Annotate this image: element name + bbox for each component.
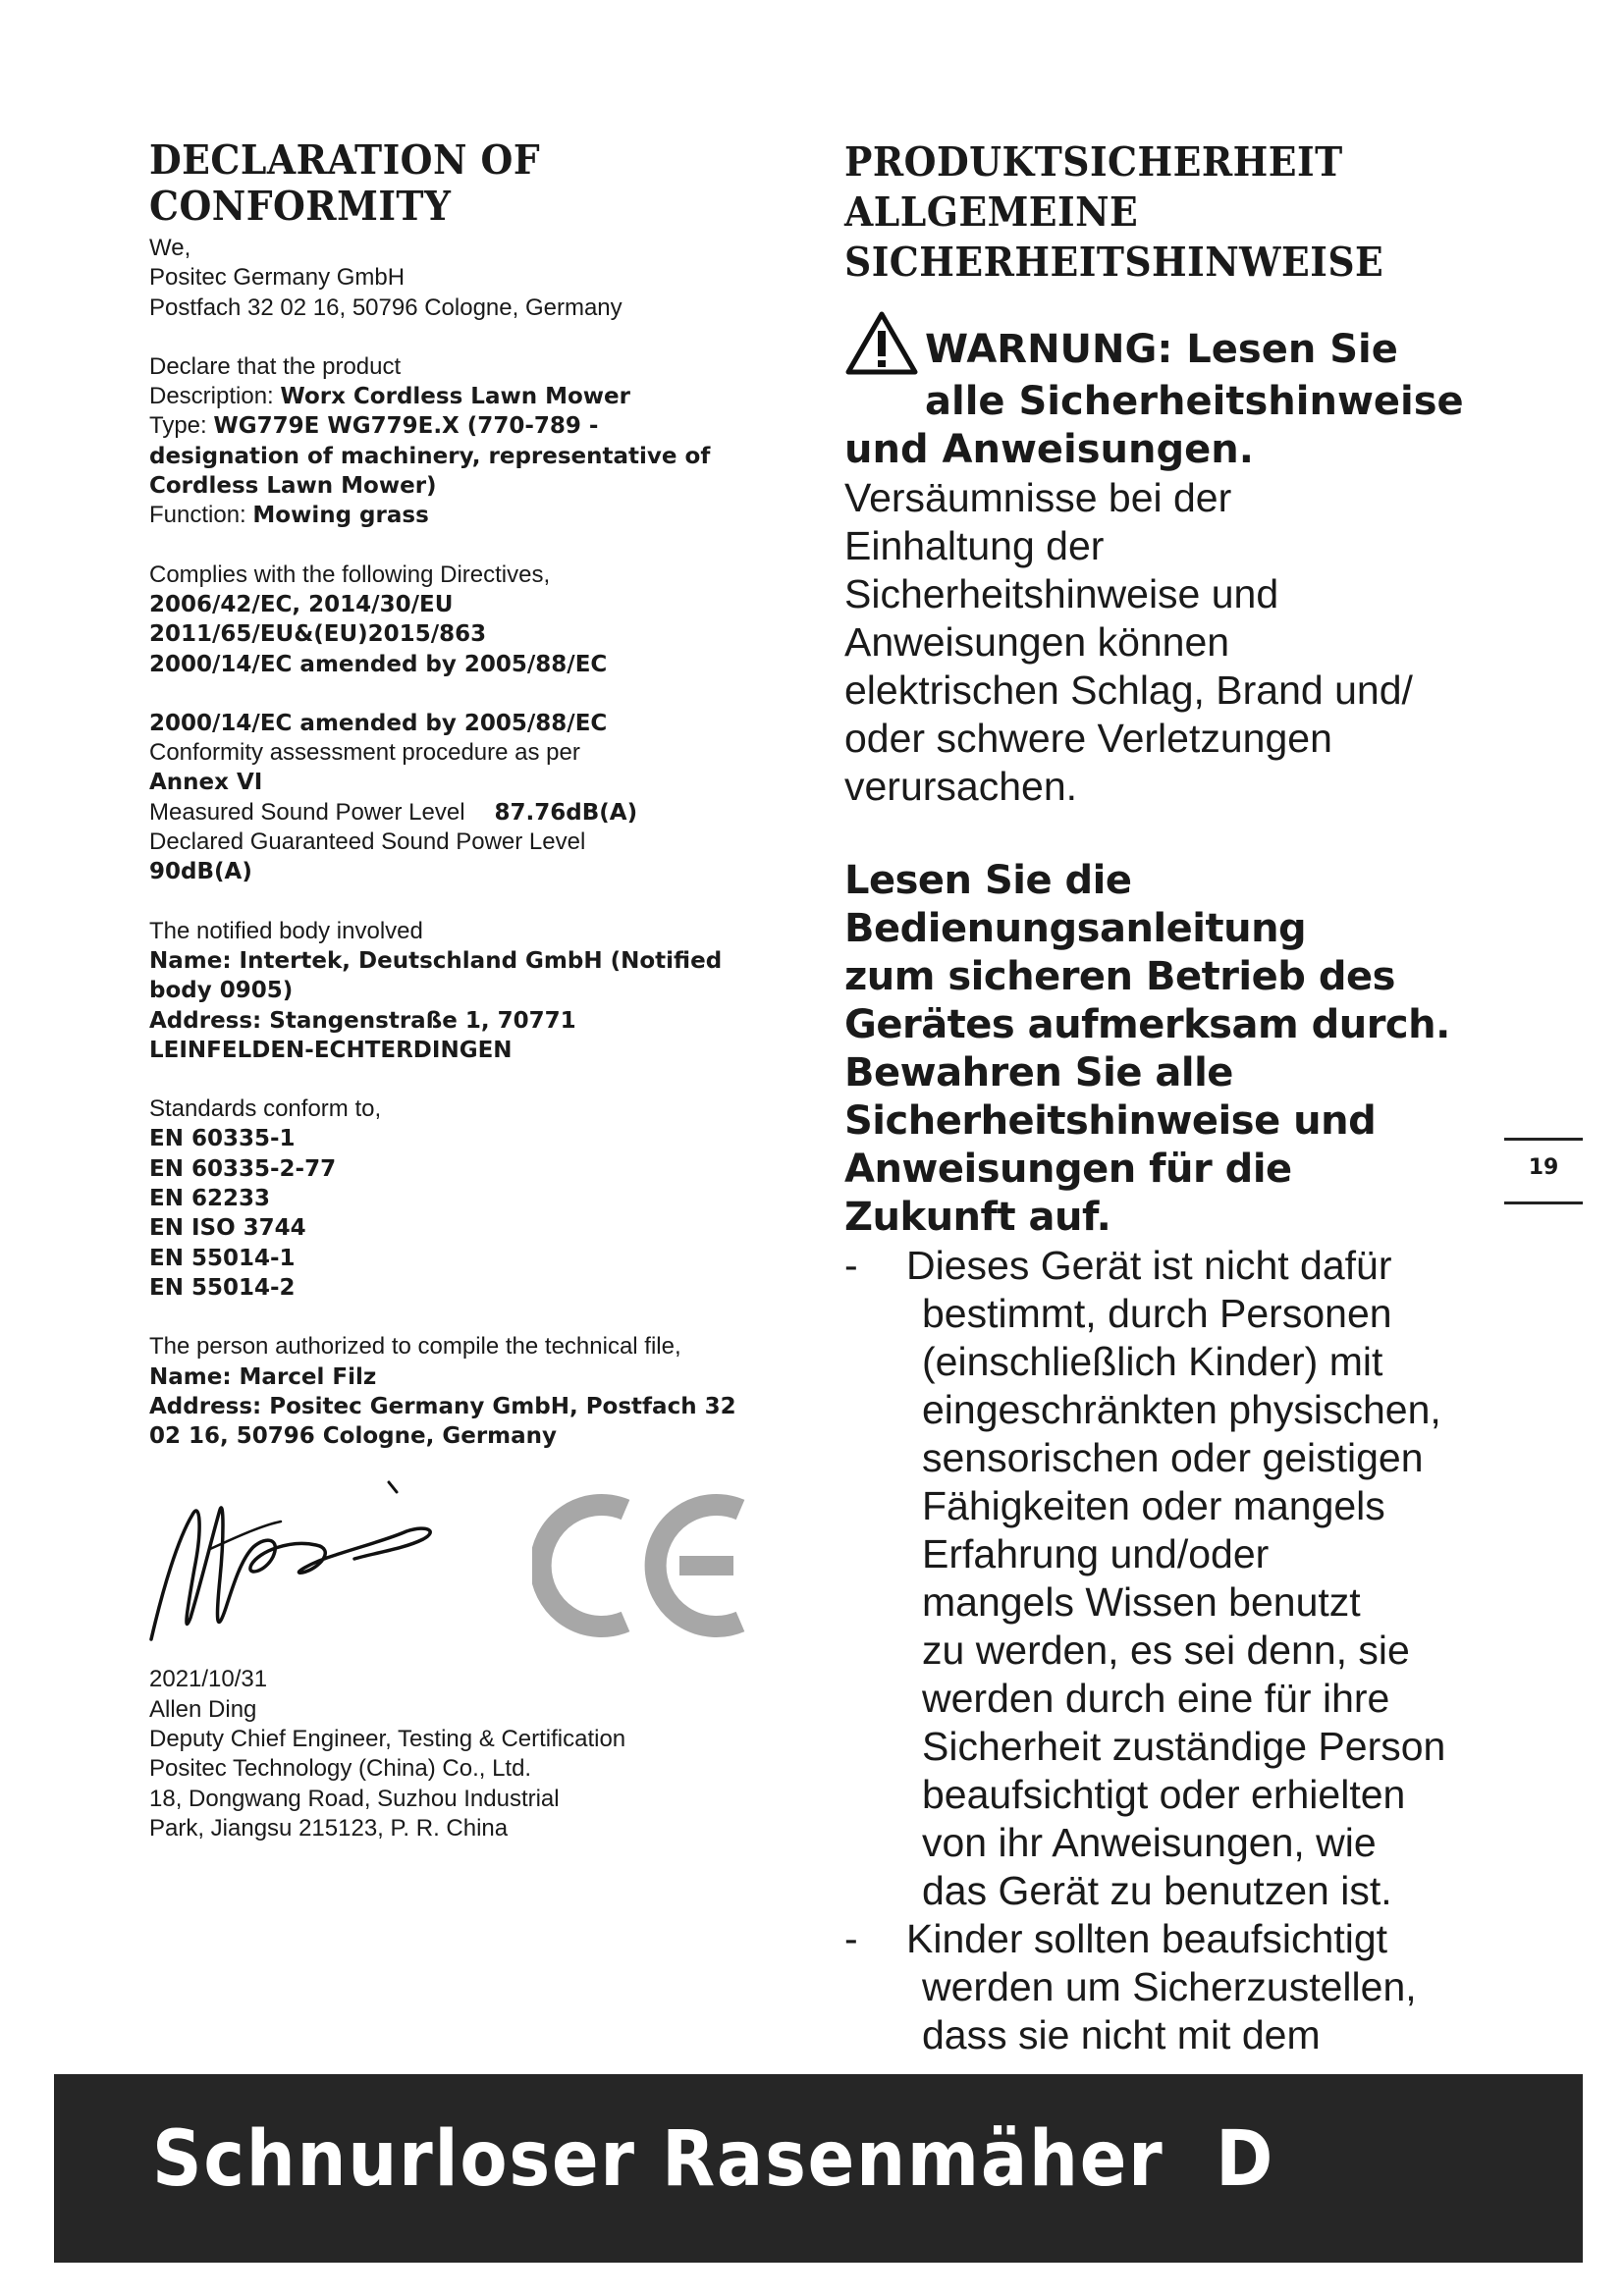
- signature-image: [143, 1470, 477, 1657]
- directives-block: Complies with the following Directives, 2006/42/EC, 2014/30/EU 2011/65/EU&(EU)2015/863 2000/14/EC amended by 2005/88/EC: [149, 561, 608, 677]
- noise-block: 2000/14/EC amended by 2005/88/EC Conformity assessment procedure as per Annex VI Measured Sound Power Level 87.76dB(A) Declared Guaranteed Sound Power Level 90dB(A): [149, 710, 638, 885]
- declaration-title: DECLARATION OF CONFORMITY: [149, 136, 541, 230]
- warning-body: Versäumnisse bei der Einhaltung der Sicherheitshinweise und Anweisungen können elektrischen Schlag, Brand und/ oder schwere Verletzungen verursachen.: [844, 475, 1413, 809]
- manufacturer-block: We, Positec Germany GmbH Postfach 32 02 16, 50796 Cologne, Germany: [149, 235, 623, 321]
- warning-triangle-icon: [844, 309, 919, 378]
- declaration-column: [149, 137, 817, 1843]
- warning-heading: WARNUNG: Lesen Sie alle Sicherheitshinweise und Anweisungen.: [844, 309, 1512, 474]
- ce-mark: [532, 1482, 758, 1649]
- page-number: 19: [1504, 1138, 1583, 1204]
- safety-column: [844, 137, 1512, 2059]
- footer-title: Schnurloser Rasenmäher D: [152, 2115, 1275, 2204]
- notified-body-block: The notified body involved Name: Intertek, Deutschland GmbH (Notified body 0905) Address: Stangenstraße 1, 70771 LEINFELDEN-ECHTERDINGEN: [149, 917, 723, 1063]
- signature-area: [143, 1470, 817, 1657]
- read-manual-instruction: Lesen Sie die Bedienungsanleitung zum sicheren Betrieb des Gerätes aufmerksam durch. Bewahren Sie alle Sicherheitshinweise und Anweisungen für die Zukunft auf.: [844, 858, 1450, 1240]
- footer-banner: [54, 2074, 1583, 2263]
- standards-block: Standards conform to, EN 60335-1 EN 60335-2-77 EN 62233 EN ISO 3744 EN 55014-1 EN 55014-2: [149, 1095, 382, 1301]
- technical-file-block: The person authorized to compile the technical file, Name: Marcel Filz Address: Positec Germany GmbH, Postfach 32 02 16, 50796 Cologne, Germany: [149, 1333, 736, 1450]
- product-block: Declare that the product Description: Worx Cordless Lawn Mower Type: WG779E WG779E.X (770-789 - designation of machinery, representative of Cordless Lawn Mower) Function: Mowing grass: [149, 352, 711, 529]
- list-item: - Kinder sollten beaufsichtigt werden um Sicherzustellen, dass sie nicht mit dem: [844, 1916, 1417, 2057]
- safety-title: PRODUKTSICHERHEIT ALLGEMEINE SICHERHEITSHINWEISE: [844, 138, 1384, 286]
- signatory-block: 2021/10/31 Allen Ding Deputy Chief Engineer, Testing & Certification Positec Technology (China) Co., Ltd. 18, Dongwang Road, Suzhou Industrial Park, Jiangsu 215123, P. R. China: [149, 1666, 626, 1842]
- list-item: - Dieses Gerät ist nicht dafür bestimmt, durch Personen (einschließlich Kinder) mit eingeschränkten physischen, sensorischen oder geistigen Fähigkeiten oder mangels Erfahrung und/oder mangels Wissen benutzt zu werden, es sei denn, sie werden durch eine für ihre Sicherheit zuständige Person beaufsichtigt oder erhielten von ihr Anweisungen, wie das Gerät zu benutzen ist.: [844, 1243, 1446, 1913]
